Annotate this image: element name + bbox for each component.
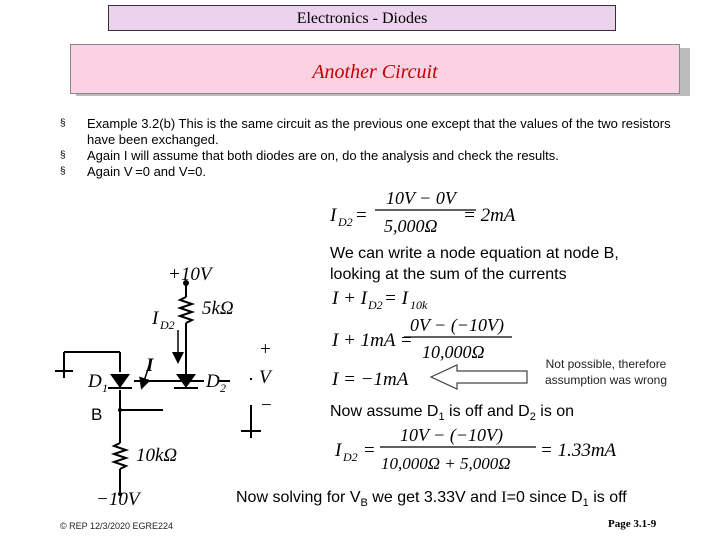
supply-minus10v-label: −10V <box>96 489 140 510</box>
page-number: Page 3.1-9 <box>608 518 657 530</box>
d1-label: D <box>88 371 102 392</box>
eq3-denominator: 10,000Ω <box>422 342 485 362</box>
id2-label-sub: D2 <box>160 318 175 332</box>
svg-text:=: = <box>356 205 367 226</box>
footer-copyright: © REP 12/3/2020 EGRE224 <box>60 521 174 531</box>
left-arrow-icon <box>431 365 527 389</box>
eq5-rhs: = 1.33mA <box>540 440 617 461</box>
eq3-numerator: 0V − (−10V) <box>410 315 504 335</box>
diode-d1-icon <box>108 374 132 388</box>
bullet-text: Again I will assume that both diodes are on, do the analysis and check the results. <box>87 148 559 163</box>
eq1-lhs: I <box>330 205 337 226</box>
bullet-text: Again V =0 and V=0. <box>87 164 206 179</box>
bullet-marker: § <box>60 118 66 129</box>
header-title: Electronics - Diodes <box>296 10 428 27</box>
d2-label: D <box>206 371 220 392</box>
v-minus-label: − <box>261 395 272 416</box>
eq2-rhs: = I <box>384 288 408 309</box>
eq1-rhs: = 2mA <box>463 205 516 226</box>
id2-label: I <box>152 308 159 329</box>
bullet-marker: § <box>60 150 66 161</box>
eq1-numerator: 10V − 0V <box>386 188 456 208</box>
eq5-lhs: I <box>335 440 342 461</box>
ground-icon <box>241 431 261 438</box>
v-plus-label: + <box>260 339 271 360</box>
eq2-rhs-sub: 10k <box>410 298 428 312</box>
resistor-5k-label: 5kΩ <box>202 298 234 319</box>
v-label: V <box>259 367 271 388</box>
d2-label-sub: 2 <box>220 381 226 395</box>
eq5-lhs-sub: D2 <box>343 450 358 464</box>
resistor-10k-label: 10kΩ <box>136 445 178 466</box>
i-current-label: I <box>146 355 154 376</box>
eq2-lhs-sub: D2 <box>368 298 383 312</box>
assumption-note: Not possible, therefore assumption was wrong <box>544 357 668 387</box>
eq3-lhs: I + 1mA = <box>332 330 413 351</box>
d1-label-sub: 1 <box>102 381 108 395</box>
equation-group <box>329 188 617 473</box>
eq4: I = −1mA <box>332 369 409 390</box>
eq1-denominator: 5,000Ω <box>384 216 438 236</box>
svg-text:=: = <box>364 440 375 461</box>
supply-plus10v-label: +10V <box>168 264 212 285</box>
eq2-lhs: I + I <box>332 288 367 309</box>
slide-title: Another Circuit <box>312 61 438 83</box>
solution-text: Now solving for $V_B$ we get 3.33V and I=0 since $D_1$ is off <box>236 489 627 510</box>
bullet-text: Example 3.2(b) This is the same circuit as the previous one except that the values of the two resistors have been exchanged. <box>87 116 671 147</box>
eq5-numerator: 10V − (−10V) <box>400 425 503 445</box>
eq5-denominator: 10,000Ω + 5,000Ω <box>381 454 511 473</box>
bullet-marker: § <box>60 166 66 177</box>
node-b-label: B <box>91 405 103 424</box>
node-dot <box>118 408 122 412</box>
ground-icon <box>55 371 73 378</box>
node-equation-text: We can write a node equation at node B, looking at the sum of the currents <box>330 245 619 283</box>
eq1-lhs-sub: D2 <box>338 215 353 229</box>
new-assumption-text: Now assume $D_1$ is off and $D_2$ is on <box>330 403 575 424</box>
